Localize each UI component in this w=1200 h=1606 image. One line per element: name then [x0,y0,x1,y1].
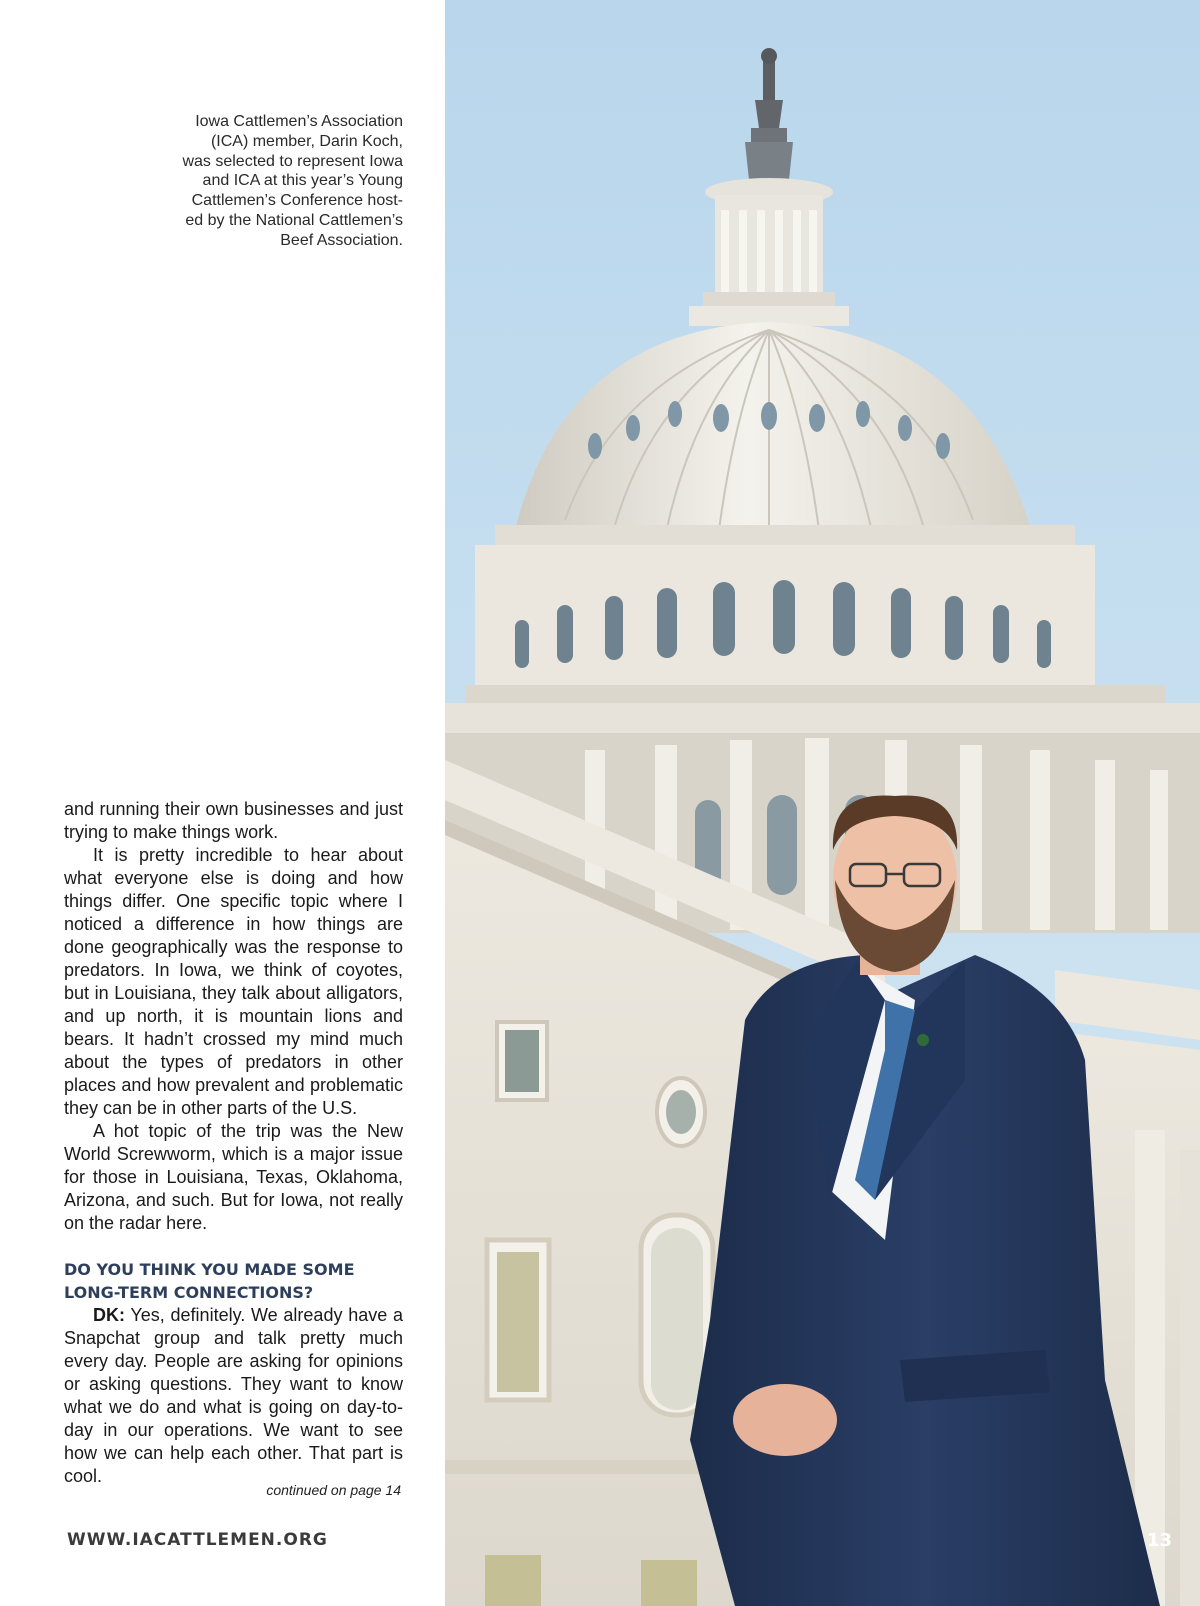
question-line: LONG-TERM CONNECTIONS? [64,1283,314,1302]
article-paragraph: It is pretty incredible to hear about what everyone else is doing and how things differ. One specific topic where I noticed a difference in how things are done geographically was the response to predators. In Iowa, we think of coyotes, but in Louisiana, they talk about alligators, and up north, it is mountain lions and bears. It hadn’t crossed my mind much about the types of predators in other places and how prevalent and problematic they can be in other parts of the U.S. [64,845,403,1118]
capitol-dome [445,322,1200,733]
caption-line: and ICA at this year’s Young [202,172,403,190]
website-url[interactable]: WWW.IACATTLEMEN.ORG [67,1530,328,1550]
caption-line: (ICA) member, Darin Koch, [210,132,403,150]
photo-caption [160,112,403,251]
caption-line: ed by the National Cattlemen’s [185,211,403,229]
page-number: 13 [1146,1530,1172,1551]
continued-note: continued on page 14 [266,1482,401,1498]
capitol-photo [445,0,1200,1606]
capitol-illustration [445,0,1200,1606]
statue-of-freedom [745,48,793,180]
caption-line: Cattlemen’s Conference host- [191,192,403,210]
answer-speaker: DK: [93,1305,125,1325]
question-line: DO YOU THINK YOU MADE SOME [64,1260,355,1279]
dome-lantern [689,178,849,326]
interview-answer [64,1304,403,1488]
caption-line: Beef Association. [280,231,403,249]
article-paragraph: A hot topic of the trip was the New World Screwworm, which is a major issue for those in Louisiana, Texas, Oklahoma, Arizona, and such. But for Iowa, not really on the radar here. [64,1121,403,1233]
interview-question [64,1258,403,1304]
caption-line: Iowa Cattlemen’s Association [195,113,403,130]
caption-line: was selected to represent Iowa [182,152,403,170]
answer-text: Yes, definitely. We already have a Snapchat group and talk pretty much every day. People are asking for opinions or asking questions. They want to know what we do and what is going on day-to-day in our operations. We want to see how we can help each other. That part is cool. [64,1305,403,1486]
article-body [64,798,403,1488]
article-paragraph: and running their own businesses and just trying to make things work. [64,799,403,842]
